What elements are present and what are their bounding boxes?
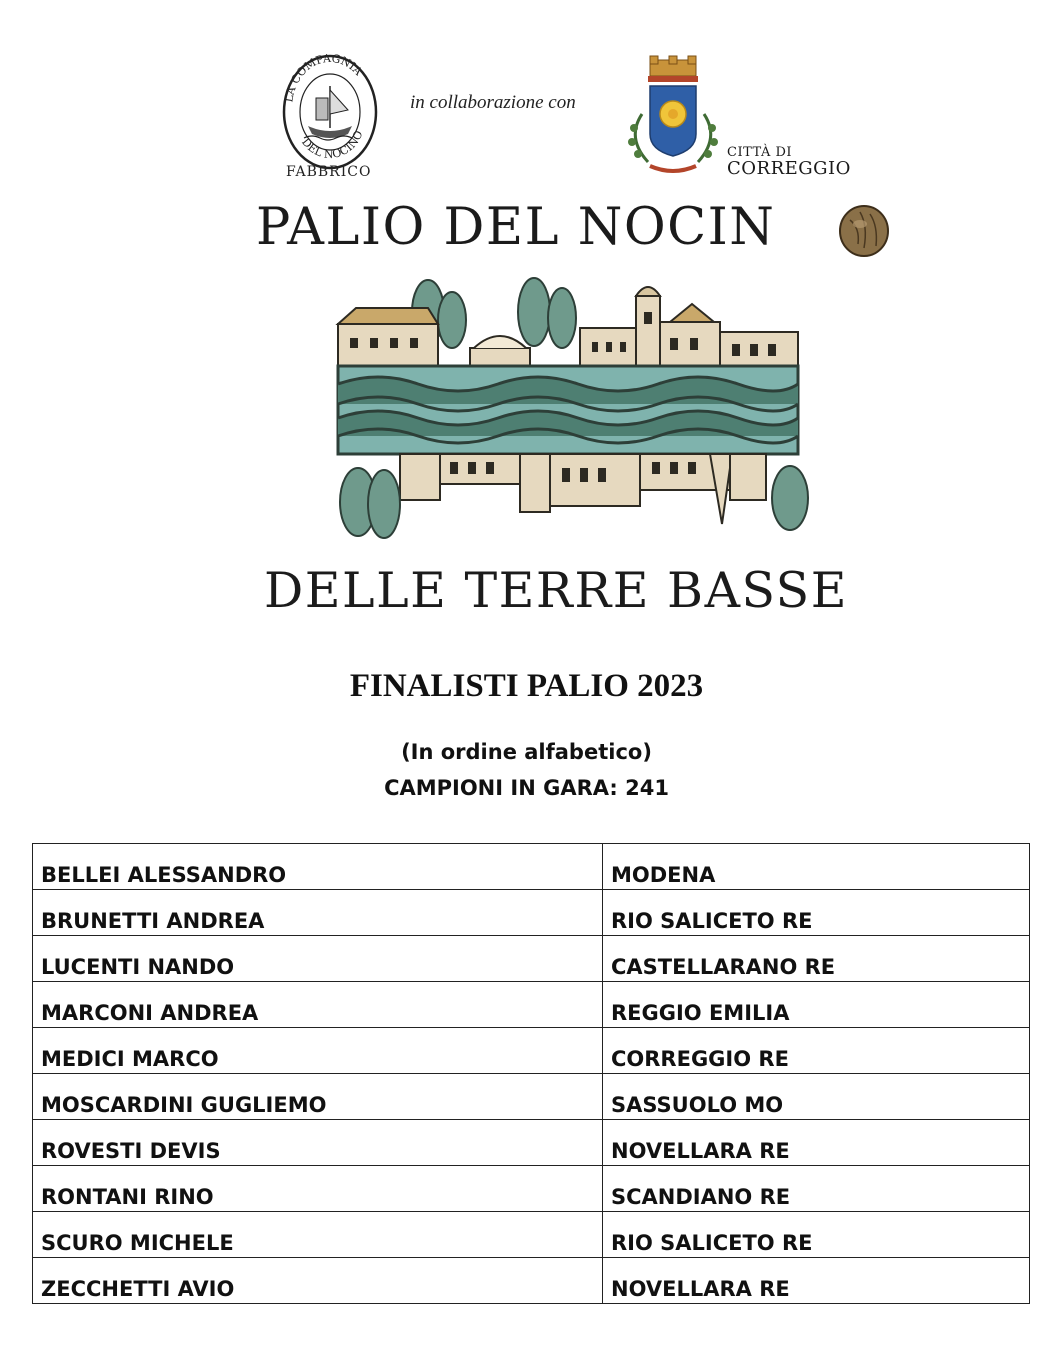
town-reflection-illustration (330, 272, 810, 552)
finalist-name: MEDICI MARCO (33, 1028, 603, 1074)
finalist-name: RONTANI RINO (33, 1166, 603, 1212)
finalist-name: MARCONI ANDREA (33, 982, 603, 1028)
table-row (33, 844, 1030, 890)
samples-count: CAMPIONI IN GARA: 241 (384, 776, 669, 800)
section-heading-text: FINALISTI PALIO 2023 (349, 668, 704, 704)
finalists-table-body (33, 844, 1030, 1304)
table-row (33, 1258, 1030, 1304)
finalist-name: ROVESTI DEVIS (33, 1120, 603, 1166)
finalist-name: ZECCHETTI AVIO (33, 1258, 603, 1304)
finalist-city: CASTELLARANO RE (603, 936, 1030, 982)
event-title: PALIO DEL NOCIN (256, 198, 776, 257)
event-subtitle: DELLE TERRE BASSE (264, 562, 848, 619)
section-heading (0, 668, 1053, 705)
table-row (33, 1166, 1030, 1212)
finalists-table (32, 843, 1030, 1304)
finalist-city: RIO SALICETO RE (603, 1212, 1030, 1258)
compagnia-caption: FABBRICO (286, 164, 372, 180)
table-row (33, 1212, 1030, 1258)
svg-text:LA COMPAGNIA: LA COMPAGNIA (282, 51, 365, 104)
finalist-name: BELLEI ALESSANDRO (33, 844, 603, 890)
finalist-city: SASSUOLO MO (603, 1074, 1030, 1120)
finalist-name: MOSCARDINI GUGLIEMO (33, 1074, 603, 1120)
finalist-name: SCURO MICHELE (33, 1212, 603, 1258)
finalist-city: RIO SALICETO RE (603, 890, 1030, 936)
table-row (33, 1074, 1030, 1120)
correggio-crest (620, 54, 730, 186)
citta-di-correggio (727, 146, 851, 178)
table-row (33, 1120, 1030, 1166)
finalist-city: MODENA (603, 844, 1030, 890)
finalist-city: NOVELLARA RE (603, 1120, 1030, 1166)
collaboration-text: in collaborazione con (410, 92, 576, 113)
finalist-city: SCANDIANO RE (603, 1166, 1030, 1212)
table-row (33, 890, 1030, 936)
finalist-city: REGGIO EMILIA (603, 982, 1030, 1028)
table-row (33, 982, 1030, 1028)
order-note: (In ordine alfabetico) (401, 740, 652, 764)
compagnia-logo (278, 50, 382, 184)
finalist-city: CORREGGIO RE (603, 1028, 1030, 1074)
citta-line1: CITTÀ DI (727, 145, 793, 160)
finalist-city: NOVELLARA RE (603, 1258, 1030, 1304)
table-row (33, 936, 1030, 982)
finalist-name: LUCENTI NANDO (33, 936, 603, 982)
table-row (33, 1028, 1030, 1074)
citta-line2: CORREGGIO (727, 158, 851, 179)
svg-text:DEL NOCINO: DEL NOCINO (299, 128, 366, 162)
city-crest-icon (620, 54, 730, 186)
finalist-name: BRUNETTI ANDREA (33, 890, 603, 936)
walnut-icon (836, 202, 892, 260)
